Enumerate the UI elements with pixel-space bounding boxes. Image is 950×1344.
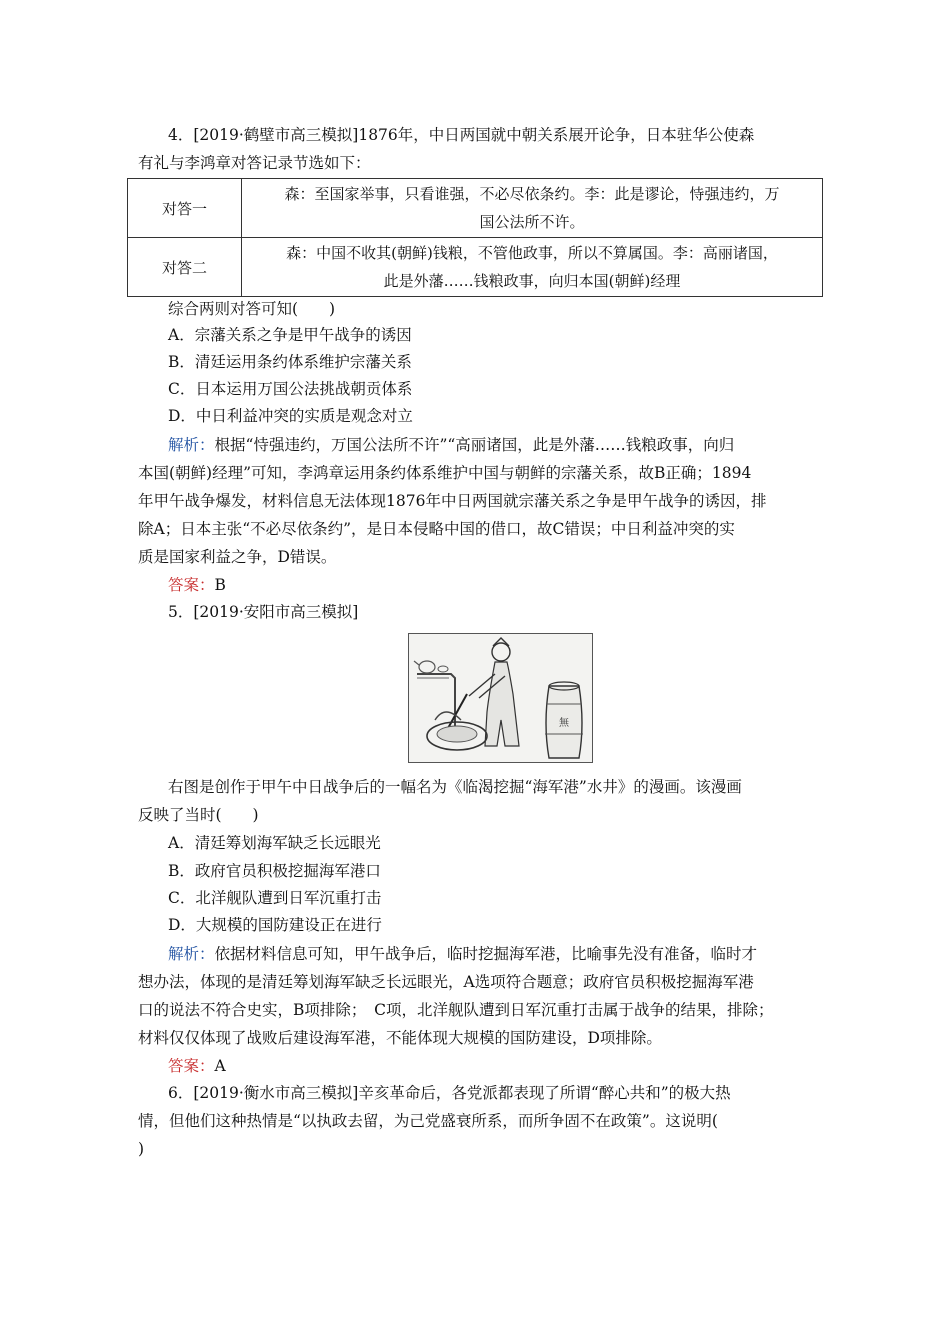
table-row-content [242, 179, 823, 238]
q4-option-c: C．日本运用万国公法挑战朝贡体系 [168, 380, 413, 398]
svg-text:無: 無 [559, 718, 569, 729]
q5-analysis-line: 口的说法不符合史实，B项排除； C项，北洋舰队遭到日军沉重打击属于战争的结果，排除； [138, 1001, 774, 1019]
analysis-text: 根据“恃强违约，万国公法所不许”“高丽诸国，此是外藩……钱粮政事，向归 [214, 436, 735, 454]
table-row [128, 238, 823, 297]
q4-analysis-line: 本国(朝鲜)经理”可知，李鸿章运用条约体系维护中国与朝鲜的宗藩关系，故B正确；1894 [138, 464, 752, 482]
q5-stem: 右图是创作于甲午中日战争后的一幅名为《临渴挖掘“海军港”水井》的漫画。该漫画 [168, 778, 742, 796]
q6-stem: 情，但他们这种热情是“以执政去留，为己党盛衰所系，而所争固不在政策”。这说明( [138, 1112, 718, 1130]
cartoon-drawing [409, 634, 592, 762]
q5-option-a: A．清廷筹划海军缺乏长远眼光 [168, 834, 381, 852]
table-row [128, 179, 823, 238]
table-row-head: 对答一 [128, 179, 242, 238]
dialogue-text: 森：中国不收其(朝鲜)钱粮，不管他政事，所以不算属国。李：高丽诸国， [286, 244, 778, 262]
q4-analysis-line: 除A；日本主张“不必尽依条约”，是日本侵略中国的借口，故C错误；中日利益冲突的实 [138, 520, 735, 538]
q4-stem: 综合两则对答可知( ) [168, 300, 336, 318]
q5-answer [168, 1055, 848, 1077]
q5-analysis-line: 材料仅仅体现了战败后建设海军港，不能体现大规模的国防建设，D项排除。 [138, 1029, 662, 1047]
q4-option-b: B．清廷运用条约体系维护宗藩关系 [168, 353, 412, 371]
q5-stem-cont: 反映了当时( ) [138, 806, 259, 824]
analysis-label: 解析： [168, 436, 215, 454]
table-row-content [242, 238, 823, 297]
q4-analysis-line: 质是国家利益之争，D错误。 [138, 548, 337, 566]
q5-analysis [168, 943, 848, 965]
q4-option-d: D．中日利益冲突的实质是观念对立 [168, 407, 413, 425]
answer-label: 答案： [168, 576, 215, 594]
dialogue-text: 此是外藩……钱粮政事，向归本国(朝鲜)经理 [383, 272, 681, 290]
answer-value: B [214, 576, 226, 594]
q5-option-b: B．政府官员积极挖掘海军港口 [168, 862, 381, 880]
q4-analysis [168, 434, 848, 456]
q4-analysis-line: 年甲午战争爆发，材料信息无法体现1876年中日两国就宗藩关系之争是甲午战争的诱因，排 [138, 492, 767, 510]
q6-header: 6．[2019·衡水市高三模拟]辛亥革命后，各党派都表现了所谓“醉心共和”的极大热 [168, 1084, 731, 1102]
dialogue-table [127, 178, 823, 297]
q5-option-d: D．大规模的国防建设正在进行 [168, 916, 382, 934]
dialogue-text: 国公法所不许。 [479, 213, 585, 231]
q4-header-cont: 有礼与李鸿章对答记录节选如下： [138, 154, 371, 172]
answer-label: 答案： [168, 1057, 215, 1075]
q4-option-a: A．宗藩关系之争是甲午战争的诱因 [168, 326, 412, 344]
cartoon-image [408, 633, 593, 763]
analysis-text: 依据材料信息可知，甲午战争后，临时挖掘海军港，比喻事先没有准备，临时才 [214, 945, 758, 963]
dialogue-text: 森：至国家举事，只看谁强，不必尽依条约。李：此是谬论，恃强违约，万 [284, 185, 780, 203]
q6-stem-end: ) [138, 1140, 145, 1158]
table-row-head: 对答二 [128, 238, 242, 297]
q5-header: 5．[2019·安阳市高三模拟] [168, 603, 359, 621]
q5-option-c: C．北洋舰队遭到日军沉重打击 [168, 889, 382, 907]
q4-header: 4．[2019·鹤壁市高三模拟]1876年，中日两国就中朝关系展开论争，日本驻华公使森 [168, 126, 755, 144]
analysis-label: 解析： [168, 945, 215, 963]
answer-value: A [214, 1057, 226, 1075]
q4-answer [168, 574, 848, 596]
q5-analysis-line: 想办法，体现的是清廷筹划海军缺乏长远眼光，A选项符合题意；政府官员积极挖掘海军港 [138, 973, 754, 991]
